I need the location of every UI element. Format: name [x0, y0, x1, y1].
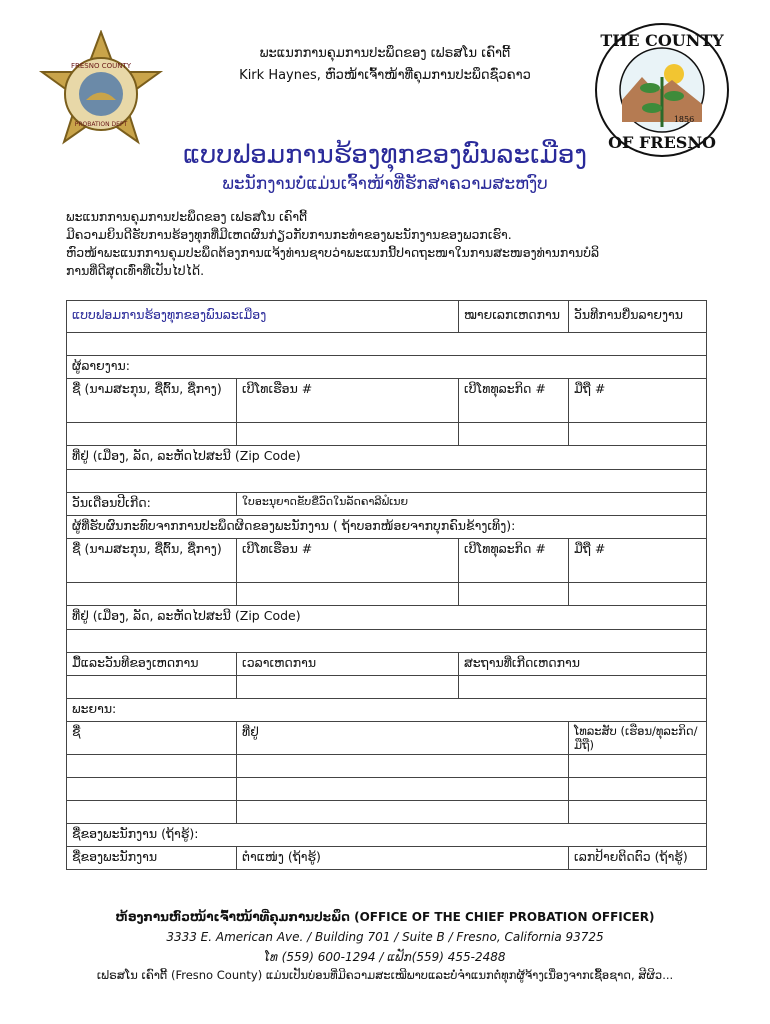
reporter-heading: ຜູ້ລາຍງານ: — [67, 356, 707, 379]
witness-phone-input[interactable] — [569, 778, 707, 801]
affected-name-input[interactable] — [67, 583, 237, 606]
affected-address-field[interactable]: ທີ່ຢູ່ (ເມືອງ, ລັດ, ລະຫັດໄປສະນີ (Zip Code) — [67, 606, 707, 630]
witness-address-input[interactable] — [237, 801, 569, 824]
employee-heading: ຊື່ຂອງພະນັກງານ (ຖ້າຮູ້): — [67, 824, 707, 847]
reporter-name-field[interactable]: ຊື່ (ນາມສະກຸນ, ຊື່ຕົ້ນ, ຊື່ກາງ) — [67, 379, 237, 423]
footer-phones: ໂທ (559) 600-1294 / ແຟັກ(559) 455-2488 — [264, 950, 506, 964]
county-seal-logo — [594, 22, 730, 158]
intro-line: ມີຄວາມຍິນດີຮັບການຮ້ອງທຸກທີ່ມີເຫດຜົນກ່ຽວກັບການກະທຳຂອງພະນັກງານຂອງພວກເຮົາ. — [66, 227, 512, 242]
witness-name-header: ຊື່ — [67, 722, 237, 755]
received-date-field[interactable]: ວັນທີການຍື່ນລາຍງານ — [569, 301, 707, 333]
agency-line: ພະແນກການຄຸມການປະພຶດຂອງ ເຟຣສໂນ ເຄົາຕີ້ — [259, 46, 511, 61]
affected-name-field[interactable]: ຊື່ (ນາມສະກຸນ, ຊື່ຕົ້ນ, ຊື່ກາງ) — [67, 539, 237, 583]
form-subtitle: ພະນັກງານບໍ່ແມ່ນເຈົ້າໜ້າທີ່ຮັກສາຄວາມສະຫງົບ — [222, 174, 548, 194]
incident-time-field[interactable]: ເວລາເຫດການ — [237, 653, 459, 676]
incident-date-field[interactable]: ມື້ແລະວັນທີຂອງເຫດການ — [67, 653, 237, 676]
affected-work-input[interactable] — [459, 583, 569, 606]
reporter-cell-phone-field[interactable]: ມືຖື # — [569, 379, 707, 423]
witness-phone-header: ໂທລະສັບ (ເຮືອນ/ທຸລະກິດ/ມືຖື) — [569, 722, 707, 755]
affected-cell-input[interactable] — [569, 583, 707, 606]
employee-name-field[interactable]: ຊື່ຂອງພະນັກງານ — [67, 847, 237, 870]
license-field[interactable]: ໃບອະນຸຍາດຂັບຂີ່ວົດໃນລັດຄາລີຟໍເນຍ — [237, 493, 707, 516]
footer-address: 3333 E. American Ave. / Building 701 / Suite B / Fresno, California 93725 — [166, 930, 604, 944]
affected-heading: ຜູ້ທີ່ຮັບຜົນກະທົບຈາກການປະພຶດຜິດຂອງພະນັກງານ ( ຖ້າບອກໜ້ອຍຈາກບຸກຄົນຂ້າງເທິງ): — [67, 516, 707, 539]
officer-line: Kirk Haynes, ຫົວໜ້າເຈົ້າໜ້າທີ່ຄຸມການປະພຶດຊົ່ວຄາວ — [239, 68, 531, 83]
incident-place-field[interactable]: ສະຖານທີ່ເກີດເຫດການ — [459, 653, 707, 676]
badge-text-bottom: PROBATION DEPT — [74, 121, 128, 128]
reporter-home-input[interactable] — [237, 423, 459, 446]
intro-line: ພະແນກການຄຸມການປະພຶດຂອງ ເຟຣສໂນ ເຄົາຕີ້ — [66, 209, 308, 224]
reporter-address-input[interactable] — [67, 470, 707, 493]
intro-text — [66, 208, 706, 280]
affected-home-phone-field[interactable]: ເບີໂທເຮືອນ # — [237, 539, 459, 583]
witness-name-input[interactable] — [67, 778, 237, 801]
witness-phone-input[interactable] — [569, 801, 707, 824]
reporter-work-input[interactable] — [459, 423, 569, 446]
spacer-row — [67, 333, 707, 356]
reporter-name-input[interactable] — [67, 423, 237, 446]
incident-time-input[interactable] — [237, 676, 459, 699]
complaint-form-table — [66, 300, 707, 870]
seal-year: 1856 — [673, 115, 695, 124]
affected-cell-phone-field[interactable]: ມືຖື # — [569, 539, 707, 583]
footer-office: ຫ້ອງການຫົວໜ້າເຈົ້າໜ້າທີ່ຄຸມການປະພຶດ (OFFICE OF THE CHIEF PROBATION OFFICER) — [115, 910, 655, 924]
incident-date-input[interactable] — [67, 676, 237, 699]
intro-line: ການທີ່ດີສຸດເທົ່າທີ່ເປັນໄປໄດ້. — [66, 263, 205, 278]
employee-rank-field[interactable]: ຕຳແໜ່ງ (ຖ້າຮູ້) — [237, 847, 569, 870]
witness-address-input[interactable] — [237, 755, 569, 778]
intro-line: ຫົວໜ້າພະແນກການຄຸມປະພຶດຕ້ອງການແຈ້ງທ່ານຊາບວ່າພະແນກນີ້ປາດຖະໜາໃນການສະໜອງທ່ານການບໍລິ — [66, 245, 600, 260]
reporter-home-phone-field[interactable]: ເບີໂທເຮືອນ # — [237, 379, 459, 423]
witnesses-heading: ພະຍານ: — [67, 699, 707, 722]
badge-text-top: FRESNO COUNTY — [70, 62, 132, 70]
witness-address-header: ທີ່ຢູ່ — [237, 722, 569, 755]
affected-address-input[interactable] — [67, 630, 707, 653]
witness-phone-input[interactable] — [569, 755, 707, 778]
footer-notice: ເຟຣສໂນ ເຄົາຕີ້ (Fresno County) ແມ່ນເປັນບ່ອນທີ່ມີຄວາມສະເໝີພາບແລະບໍ່ຈຳແນກຕໍ່ທຸກຜູ້ຈ້າງເນື່ອງຈາກເຊື້ອຊາດ, ສີຜິວ... — [96, 968, 674, 982]
case-number-field[interactable]: ໝາຍເລກເຫດການ — [459, 301, 569, 333]
seal-text-top: THE COUNTY — [600, 31, 724, 50]
witness-name-input[interactable] — [67, 801, 237, 824]
affected-work-phone-field[interactable]: ເບີໂທທຸລະກິດ # — [459, 539, 569, 583]
incident-place-input[interactable] — [459, 676, 707, 699]
reporter-address-field[interactable]: ທີ່ຢູ່ (ເມືອງ, ລັດ, ລະຫັດໄປສະນີ (Zip Code) — [67, 446, 707, 470]
form-title: ແບບຟອມການຮ້ອງທຸກຂອງພົນລະເມືອງ — [182, 140, 587, 170]
affected-home-input[interactable] — [237, 583, 459, 606]
witness-name-input[interactable] — [67, 755, 237, 778]
reporter-cell-input[interactable] — [569, 423, 707, 446]
witness-address-input[interactable] — [237, 778, 569, 801]
seal-text-bottom: OF FRESNO — [608, 133, 716, 152]
employee-badge-field[interactable]: ເລກປ້າຍຕິດຕົວ (ຖ້າຮູ້) — [569, 847, 707, 870]
reporter-work-phone-field[interactable]: ເບີໂທທຸລະກິດ # — [459, 379, 569, 423]
dob-field[interactable]: ວັນເດືອນປີເກີດ: — [67, 493, 237, 516]
form-title-cell: ແບບຟອມການຮ້ອງທຸກຂອງພົນລະເມືອງ — [67, 301, 459, 333]
